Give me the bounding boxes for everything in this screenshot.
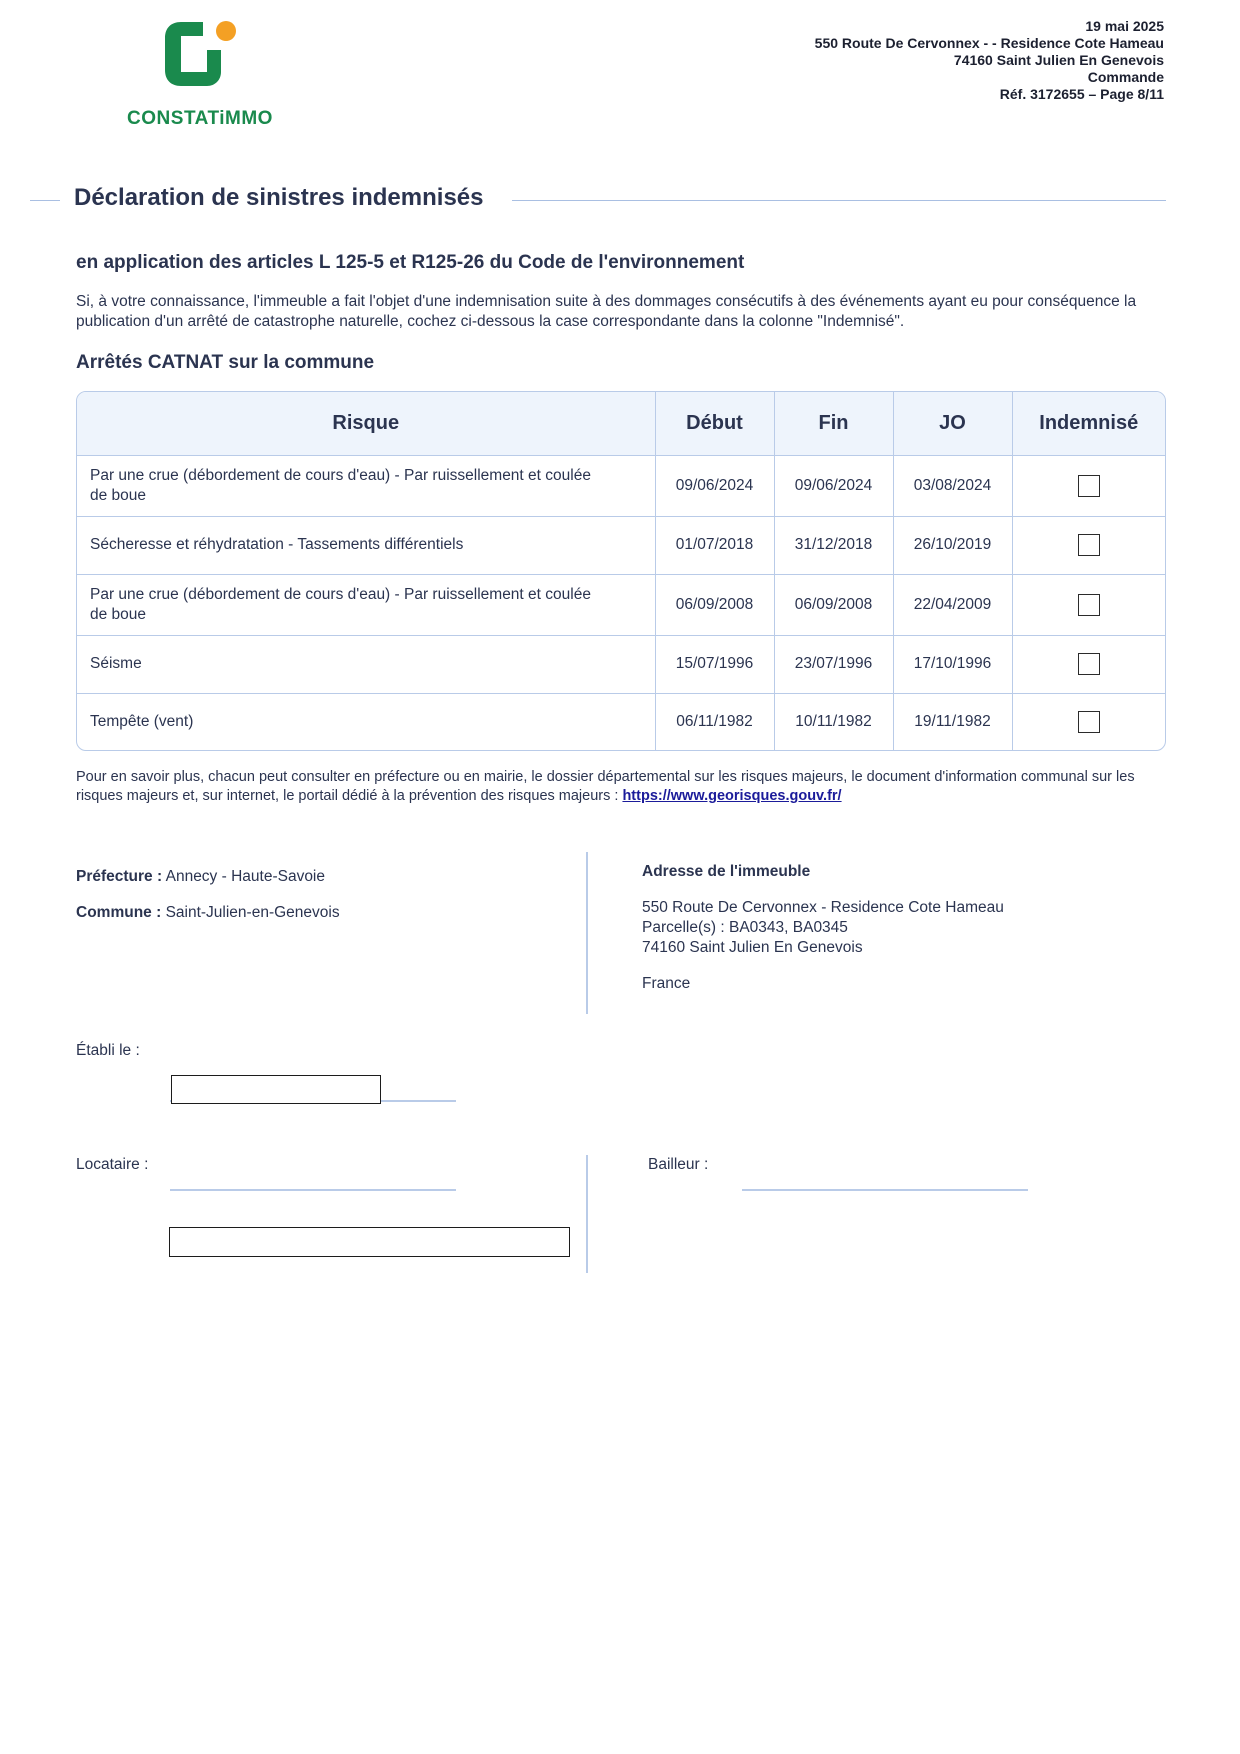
risk-cell: Séisme (77, 635, 655, 693)
jo-date-cell: 19/11/1982 (893, 693, 1012, 750)
address-title: Adresse de l'immeuble (642, 863, 811, 880)
prefecture-value: Annecy - Haute-Savoie (165, 868, 325, 885)
info-text: Pour en savoir plus, chacun peut consulter en préfecture ou en mairie, le dossier départemental sur les risques majeurs, le document d'information communal sur les risques majeurs et, sur internet, le portail dédié à la prévention des risques majeurs : (76, 769, 1135, 804)
table-row (77, 693, 1165, 750)
column-header-debut: Début (655, 392, 774, 455)
title-divider-left (30, 200, 60, 201)
start-date-cell: 01/07/2018 (655, 516, 774, 574)
address-line1: 550 Route De Cervonnex - Residence Cote Hameau (642, 899, 1004, 916)
column-divider (586, 1155, 588, 1273)
column-header-risque: Risque (77, 392, 655, 455)
column-header-fin: Fin (774, 392, 893, 455)
header-address-line2: 74160 Saint Julien En Genevois (953, 52, 1164, 68)
header-date: 19 mai 2025 (1085, 18, 1164, 34)
header-order: Commande (1087, 69, 1164, 85)
start-date-cell: 06/09/2008 (655, 574, 774, 635)
logo-text: CONSTATiMMO (127, 108, 273, 129)
indemnise-checkbox[interactable] (1078, 711, 1100, 733)
start-date-cell: 15/07/1996 (655, 635, 774, 693)
start-date-cell: 06/11/1982 (655, 693, 774, 750)
end-date-cell: 06/09/2008 (774, 574, 893, 635)
indemnise-cell (1012, 516, 1165, 574)
column-header-jo: JO (893, 392, 1012, 455)
title-divider-right (512, 200, 1166, 201)
address-country: France (642, 975, 691, 992)
indemnise-checkbox[interactable] (1078, 475, 1100, 497)
jo-date-cell: 26/10/2019 (893, 516, 1012, 574)
indemnise-cell (1012, 635, 1165, 693)
risk-cell: Tempête (vent) (77, 693, 655, 750)
georisques-link[interactable]: https://www.georisques.gouv.fr/ (622, 788, 842, 804)
prefecture-line (76, 868, 325, 886)
column-divider (586, 852, 588, 1014)
indemnise-checkbox[interactable] (1078, 653, 1100, 675)
end-date-cell: 23/07/1996 (774, 635, 893, 693)
risk-cell: Sécheresse et réhydratation - Tassements différentiels (77, 516, 655, 574)
intro-text: Si, à votre connaissance, l'immeuble a fait l'objet d'une indemnisation suite à des dommages consécutifs à des événements ayant eu pour conséquence la publication d'un arrêté de catastrophe naturelle, cochez ci-dessous la case correspondante dans la colonne "Indemnisé". (76, 293, 1137, 330)
column-header-indemnise: Indemnisé (1012, 392, 1165, 455)
end-date-cell: 10/11/1982 (774, 693, 893, 750)
indemnise-checkbox[interactable] (1078, 594, 1100, 616)
constatimmo-logo (118, 20, 282, 128)
indemnise-cell (1012, 574, 1165, 635)
header-address-line1: 550 Route De Cervonnex - - Residence Cote Hameau (814, 35, 1164, 51)
prefecture-label: Préfecture : (76, 868, 163, 885)
locataire-signature-line (170, 1189, 456, 1191)
jo-date-cell: 22/04/2009 (893, 574, 1012, 635)
locataire-signature-field[interactable] (169, 1227, 570, 1257)
start-date-cell: 09/06/2024 (655, 455, 774, 516)
table-row (77, 516, 1165, 574)
table-row (77, 635, 1165, 693)
document-header (815, 18, 1164, 103)
table-row (77, 574, 1165, 635)
indemnise-checkbox[interactable] (1078, 534, 1100, 556)
etabli-date-field[interactable] (171, 1075, 381, 1104)
info-paragraph (76, 768, 1176, 806)
page-title: Déclaration de sinistres indemnisés (74, 184, 484, 211)
end-date-cell: 09/06/2024 (774, 455, 893, 516)
risk-cell: Par une crue (débordement de cours d'eau) - Par ruissellement et coulée de boue (77, 455, 655, 516)
constatimmo-logo-icon (163, 20, 239, 92)
table-header-row (77, 392, 1165, 455)
end-date-cell: 31/12/2018 (774, 516, 893, 574)
indemnise-cell (1012, 693, 1165, 750)
locataire-label: Locataire : (76, 1156, 149, 1173)
risk-cell: Par une crue (débordement de cours d'eau) - Par ruissellement et coulée de boue (77, 574, 655, 635)
catnat-heading: Arrêtés CATNAT sur la commune (76, 352, 375, 373)
jo-date-cell: 17/10/1996 (893, 635, 1012, 693)
indemnise-cell (1012, 455, 1165, 516)
commune-line (76, 904, 340, 922)
section-title-bar (30, 184, 1166, 218)
address-block (642, 862, 1004, 994)
header-reference: Réf. 3172655 – Page 8/11 (999, 86, 1164, 102)
catnat-table (76, 391, 1166, 751)
table-row (77, 455, 1165, 516)
legal-subtitle: en application des articles L 125-5 et R125-26 du Code de l'environnement (76, 252, 745, 273)
commune-label: Commune : (76, 904, 162, 921)
address-city: 74160 Saint Julien En Genevois (642, 939, 863, 956)
jo-date-cell: 03/08/2024 (893, 455, 1012, 516)
bailleur-signature-line (742, 1189, 1028, 1191)
etabli-label: Établi le : (76, 1042, 140, 1059)
bailleur-label: Bailleur : (648, 1156, 709, 1173)
address-parcels: Parcelle(s) : BA0343, BA0345 (642, 919, 848, 936)
commune-value: Saint-Julien-en-Genevois (165, 904, 340, 921)
